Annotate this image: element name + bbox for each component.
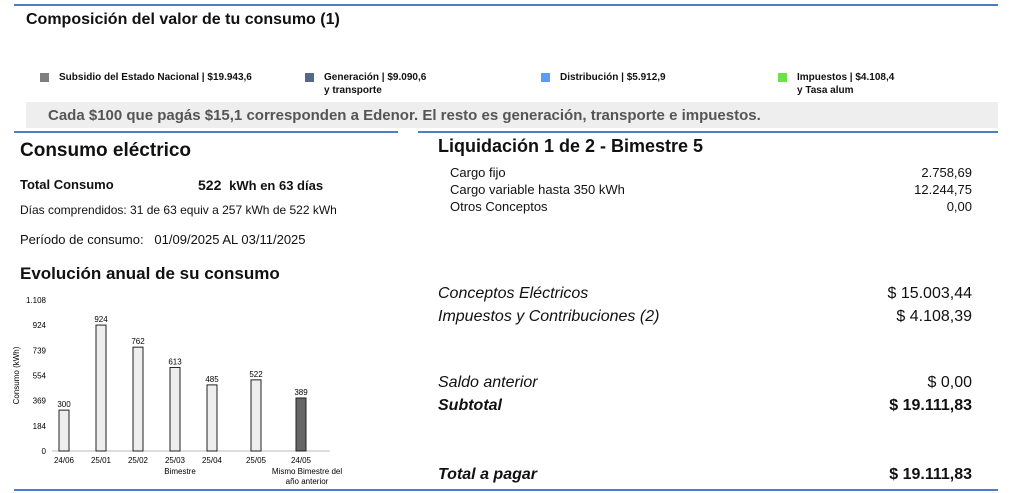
x-tick-label: 24/05 xyxy=(290,456,312,465)
subtotal-row xyxy=(438,397,972,415)
legend-generacion xyxy=(305,71,426,97)
legend-swatch-icon xyxy=(541,73,550,82)
bar xyxy=(207,385,217,451)
segment-generacion xyxy=(518,34,744,62)
conceptos-label: Conceptos Eléctricos xyxy=(438,285,589,302)
y-tick-label: 0 xyxy=(41,447,46,456)
x-tick-label: 25/02 xyxy=(127,456,149,465)
legend-generacion-line1: Generación | $9.090,6 xyxy=(324,72,427,83)
legend-generacion-text xyxy=(324,71,426,97)
total-consumo-value xyxy=(198,177,323,193)
periodo-consumo xyxy=(20,232,306,247)
info-banner-text: Cada $100 que pagás $15,1 corresponden a Edenor. El resto es generación, transporte e impuestos. xyxy=(48,106,761,124)
bar xyxy=(59,410,69,451)
bar xyxy=(170,367,180,451)
composition-title: Composición del valor de tu consumo (1) xyxy=(26,11,340,28)
y-tick-label: 369 xyxy=(32,396,46,406)
bar-value-label: 762 xyxy=(131,337,145,347)
dias-comprendidos: Días comprendidos: 31 de 63 equiv a 257 kWh de 522 kWh xyxy=(20,203,337,217)
bar xyxy=(251,380,261,451)
item-label: Cargo variable hasta 350 kWh xyxy=(450,182,625,197)
item-row xyxy=(450,165,972,180)
item-value: 12.244,75 xyxy=(914,182,972,197)
legend-distribucion-text: Distribución | $5.912,9 xyxy=(560,72,666,83)
x-tick-label: 25/03 xyxy=(164,456,186,465)
segment-distribucion xyxy=(746,34,895,62)
impuestos-label: Impuestos y Contribuciones (2) xyxy=(438,308,660,325)
subtotal-label: Subtotal xyxy=(438,397,502,414)
bar xyxy=(96,325,106,451)
liquidacion-title: Liquidación 1 de 2 - Bimestre 5 xyxy=(438,136,704,156)
saldo-row xyxy=(438,374,972,392)
total-label: Total a pagar xyxy=(438,466,537,483)
segment-impuestos-label: 10,5% xyxy=(957,40,994,56)
legend-swatch-icon xyxy=(778,73,787,82)
bar-value-label: 924 xyxy=(94,315,108,325)
saldo-value: $ 0,00 xyxy=(927,374,972,391)
bar-value-label: 613 xyxy=(168,357,182,367)
periodo-label: Período de consumo: xyxy=(20,232,144,247)
legend-distribucion xyxy=(541,71,666,84)
right-divider xyxy=(418,131,998,133)
y-tick-label: 554 xyxy=(32,371,46,381)
legend-impuestos-line2: y Tasa alum xyxy=(797,85,854,96)
x-tick-label: 25/04 xyxy=(201,456,223,465)
previous-year-label-line2: año anterior xyxy=(285,477,329,486)
y-tick-label: 924 xyxy=(32,321,46,331)
chart-title: Evolución anual de su consumo xyxy=(20,264,280,283)
y-tick-label: 1.108 xyxy=(25,296,46,305)
bar xyxy=(296,398,306,451)
periodo-value: 01/09/2025 AL 03/11/2025 xyxy=(154,232,306,247)
conceptos-value: $ 15.003,44 xyxy=(887,285,972,302)
item-row xyxy=(450,182,972,197)
x-tick-label: 24/06 xyxy=(53,456,75,465)
info-banner xyxy=(26,102,998,128)
bar-value-label: 300 xyxy=(57,400,71,410)
total-consumo-number: 522 xyxy=(198,177,222,193)
legend-impuestos xyxy=(778,71,894,97)
subtotal-value: $ 19.111,83 xyxy=(889,397,972,414)
impuestos-row xyxy=(438,308,972,326)
segment-generacion-label: 23,3% xyxy=(612,40,650,56)
segment-impuestos xyxy=(897,34,998,62)
bar-value-label: 485 xyxy=(205,374,219,384)
consumo-title: Consumo eléctrico xyxy=(20,140,192,161)
conceptos-row xyxy=(438,285,972,303)
segment-distribucion-label: 15,1% xyxy=(802,40,839,56)
bar xyxy=(133,347,143,451)
legend-swatch-icon xyxy=(305,73,314,82)
legend-impuestos-line1: Impuestos | $4.108,4 xyxy=(797,72,895,83)
total-consumo-unit: kWh en 63 días xyxy=(229,178,324,193)
legend-impuestos-text xyxy=(797,71,894,97)
total-value: $ 19.111,83 xyxy=(889,466,972,483)
segment-subsidio-label: 51,1% xyxy=(252,40,290,56)
segment-subsidio xyxy=(26,34,516,62)
item-row xyxy=(450,199,972,214)
legend-subsidio-text: Subsidio del Estado Nacional | $19.943,6 xyxy=(59,72,252,83)
x-axis-label: Bimestre xyxy=(164,467,196,476)
y-tick-label: 184 xyxy=(32,421,46,431)
left-divider xyxy=(14,131,398,133)
consumo-chart xyxy=(0,290,400,490)
y-tick-label: 739 xyxy=(32,346,46,356)
item-value: 2.758,69 xyxy=(921,165,972,180)
saldo-label: Saldo anterior xyxy=(438,374,538,391)
top-divider xyxy=(14,4,998,6)
impuestos-value: $ 4.108,39 xyxy=(896,308,972,325)
item-value: 0,00 xyxy=(946,199,972,214)
previous-year-label-line1: Mismo Bimestre del xyxy=(271,467,343,476)
x-tick-label: 25/01 xyxy=(90,456,112,465)
x-tick-label: 25/05 xyxy=(245,456,267,465)
legend-subsidio xyxy=(40,71,252,84)
total-row xyxy=(438,466,972,484)
legend-generacion-line2: y transporte xyxy=(324,85,382,96)
legend-swatch-icon xyxy=(40,73,49,82)
bar-value-label: 389 xyxy=(294,387,308,397)
bar-value-label: 522 xyxy=(249,369,263,379)
bottom-divider xyxy=(14,489,998,491)
item-label: Cargo fijo xyxy=(450,165,506,180)
y-axis-label: Consumo (kWh) xyxy=(12,346,21,405)
item-label: Otros Conceptos xyxy=(450,199,548,214)
total-consumo-label: Total Consumo xyxy=(20,177,114,192)
